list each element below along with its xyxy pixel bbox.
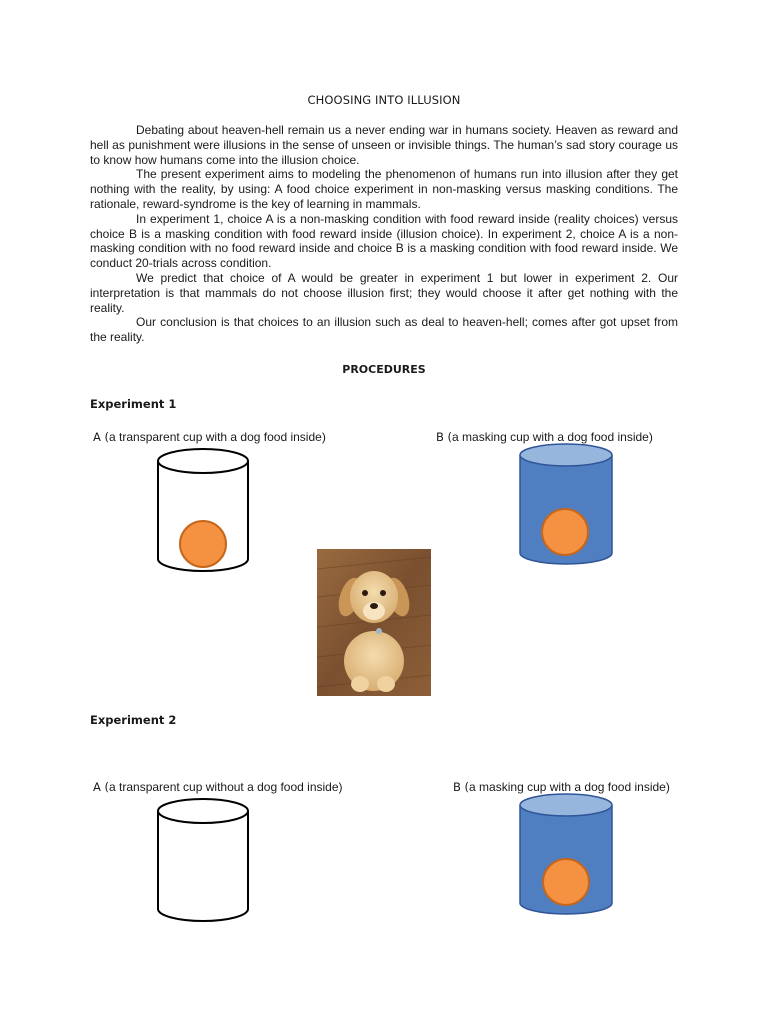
puppy-image (317, 549, 431, 696)
exp2-cup-b-text: a masking cup with a dog food inside) (469, 780, 670, 794)
exp1-masking-cup (518, 441, 614, 569)
paragraph-5: Our conclusion is that choices to an illusion such as deal to heaven-hell; comes after got upset from the reality. (90, 315, 678, 345)
exp1-cup-b-food-icon (542, 509, 588, 555)
exp2-cup-a-text: a transparent cup without a dog food inside) (109, 780, 343, 794)
paragraph-2: The present experiment aims to modeling the phenomenon of humans run into illusion after they get nothing with the reality, by using: A food choice experiment in non-masking versus masking conditions. The rationale, reward-syndrome is the key of learning in mammals. (90, 167, 678, 211)
exp1-cup-a-food-icon (180, 521, 226, 567)
exp1-transparent-cup (155, 447, 251, 575)
exp1-cup-b-text: a masking cup with a dog food inside) (452, 430, 653, 444)
exp2-cup-b-food-icon (543, 859, 589, 905)
exp1-cup-b-letter: B ( (436, 430, 453, 444)
abstract-body (90, 123, 678, 345)
paragraph-3: In experiment 1, choice A is a non-masking condition with food reward inside (reality choices) versus choice B is a masking condition with food reward inside (illusion choice). In experiment 2, choice A is a non-masking condition with no food reward inside and choice B is a masking condition with food reward inside. We conduct 20-trials across condition. (90, 211, 678, 271)
procedures-heading: PROCEDURES (342, 363, 426, 376)
exp1-cup-a-caption (93, 430, 326, 444)
paragraph-1: Debating about heaven-hell remain us a never ending war in humans society. Heaven as reward and hell as punishment were illusions in the sense of unseen or invisible things. The human’s sad story courage us to know how humans come into the illusion choice. (90, 123, 678, 167)
exp2-masking-cup (518, 791, 614, 919)
exp1-cup-a-text: a transparent cup with a dog food inside) (109, 430, 326, 444)
puppy-photo (317, 549, 431, 696)
document-title: CHOOSING INTO ILLUSION (307, 93, 461, 107)
exp2-transparent-cup (155, 797, 251, 925)
experiment-1-label: Experiment 1 (90, 397, 177, 411)
experiment-2-label: Experiment 2 (90, 713, 177, 727)
exp2-cup-a-letter: A ( (93, 780, 110, 794)
paragraph-4: We predict that choice of A would be greater in experiment 1 but lower in experiment 2. Our interpretation is that mammals do not choose illusion first; they would choose it after get nothing with the reality. (90, 270, 678, 315)
exp2-cup-a-caption (93, 780, 343, 794)
exp2-cup-b-letter: B ( (453, 780, 470, 794)
exp1-cup-a-letter: A ( (93, 430, 110, 444)
